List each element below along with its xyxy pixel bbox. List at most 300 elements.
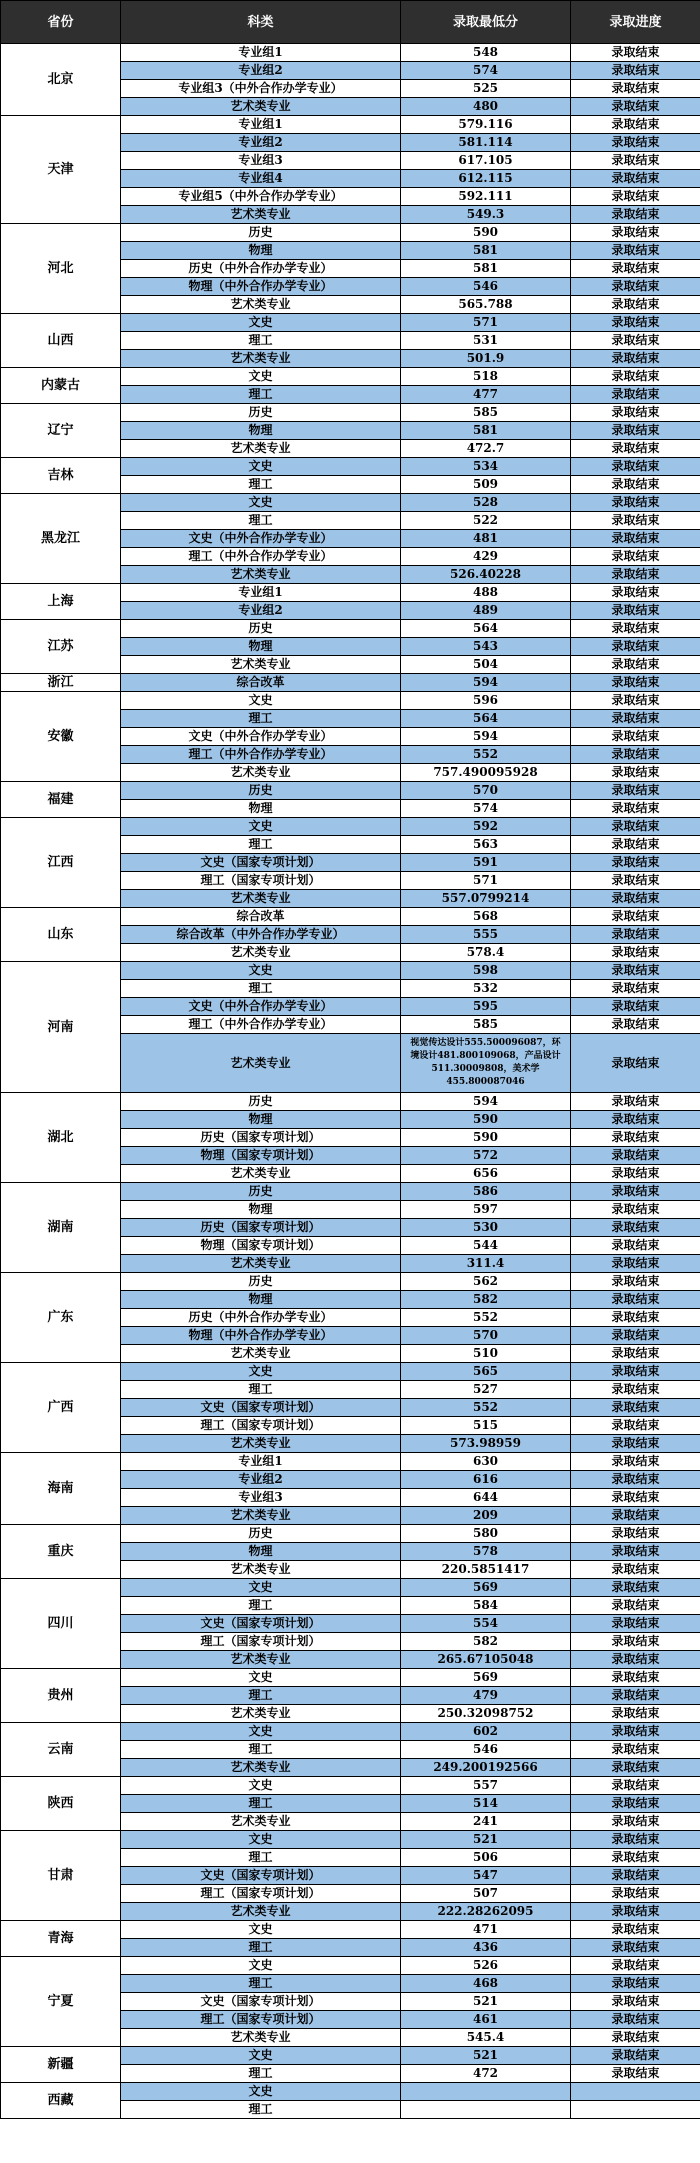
status-cell: 录取结束	[571, 242, 700, 260]
category-cell: 理工	[121, 710, 401, 728]
status-cell: 录取结束	[571, 1651, 700, 1669]
min-score-cell: 597	[401, 1201, 571, 1219]
category-cell: 文史	[121, 1921, 401, 1939]
category-cell: 历史（国家专项计划）	[121, 1129, 401, 1147]
min-score-cell: 545.4	[401, 2029, 571, 2047]
min-score-cell: 563	[401, 836, 571, 854]
category-cell: 历史	[121, 404, 401, 422]
min-score-cell: 555	[401, 926, 571, 944]
category-cell: 理工	[121, 1975, 401, 1993]
min-score-cell: 552	[401, 1399, 571, 1417]
category-cell: 文史	[121, 1777, 401, 1795]
status-cell: 录取结束	[571, 350, 700, 368]
status-cell: 录取结束	[571, 1219, 700, 1237]
table-row	[1, 1525, 700, 1543]
status-cell: 录取结束	[571, 2047, 700, 2065]
min-score-cell: 594	[401, 674, 571, 692]
min-score-cell: 602	[401, 1723, 571, 1741]
min-score-cell: 522	[401, 512, 571, 530]
category-cell: 历史	[121, 224, 401, 242]
min-score-cell: 616	[401, 1471, 571, 1489]
status-cell: 录取结束	[571, 458, 700, 476]
min-score-cell: 571	[401, 872, 571, 890]
category-cell: 艺术类专业	[121, 2029, 401, 2047]
status-cell: 录取结束	[571, 1723, 700, 1741]
min-score-cell: 547	[401, 1867, 571, 1885]
category-cell: 专业组3（中外合作办学专业）	[121, 80, 401, 98]
category-cell: 历史	[121, 1183, 401, 1201]
status-cell: 录取结束	[571, 1201, 700, 1219]
table-row	[1, 1921, 700, 1939]
status-cell: 录取结束	[571, 1633, 700, 1651]
status-cell: 录取结束	[571, 1471, 700, 1489]
status-cell: 录取结束	[571, 1435, 700, 1453]
status-cell: 录取结束	[571, 1867, 700, 1885]
category-cell: 物理	[121, 242, 401, 260]
min-score-cell: 564	[401, 710, 571, 728]
province-cell: 贵州	[1, 1669, 121, 1723]
min-score-cell: 582	[401, 1291, 571, 1309]
category-cell: 理工（中外合作办学专业）	[121, 1016, 401, 1034]
status-cell: 录取结束	[571, 530, 700, 548]
province-cell: 新疆	[1, 2047, 121, 2083]
min-score-cell: 612.115	[401, 170, 571, 188]
table-row	[1, 44, 700, 62]
min-score-cell: 546	[401, 278, 571, 296]
status-cell: 录取结束	[571, 134, 700, 152]
status-cell: 录取结束	[571, 1183, 700, 1201]
table-row	[1, 584, 700, 602]
category-cell: 物理	[121, 1291, 401, 1309]
status-cell: 录取结束	[571, 152, 700, 170]
province-cell: 云南	[1, 1723, 121, 1777]
min-score-cell: 480	[401, 98, 571, 116]
min-score-cell: 514	[401, 1795, 571, 1813]
table-row	[1, 368, 700, 386]
table-row	[1, 782, 700, 800]
category-cell: 文史（中外合作办学专业）	[121, 998, 401, 1016]
table-row	[1, 962, 700, 980]
province-cell: 天津	[1, 116, 121, 224]
status-cell: 录取结束	[571, 1705, 700, 1723]
min-score-cell: 509	[401, 476, 571, 494]
min-score-cell: 222.28262095	[401, 1903, 571, 1921]
category-cell: 理工	[121, 2065, 401, 2083]
status-cell: 录取结束	[571, 188, 700, 206]
min-score-cell: 521	[401, 2047, 571, 2065]
status-cell: 录取结束	[571, 278, 700, 296]
min-score-cell: 472.7	[401, 440, 571, 458]
table-row	[1, 692, 700, 710]
status-cell: 录取结束	[571, 1957, 700, 1975]
category-cell: 理工	[121, 1939, 401, 1957]
status-cell: 录取结束	[571, 206, 700, 224]
min-score-cell: 521	[401, 1831, 571, 1849]
category-cell: 理工	[121, 332, 401, 350]
min-score-cell: 249.200192566	[401, 1759, 571, 1777]
table-row	[1, 314, 700, 332]
status-cell: 录取结束	[571, 296, 700, 314]
status-cell: 录取结束	[571, 1507, 700, 1525]
category-cell: 理工	[121, 1849, 401, 1867]
province-cell: 西藏	[1, 2083, 121, 2119]
category-cell: 专业组1	[121, 1453, 401, 1471]
min-score-cell: 581.114	[401, 134, 571, 152]
status-cell: 录取结束	[571, 584, 700, 602]
status-cell: 录取结束	[571, 638, 700, 656]
min-score-cell: 209	[401, 1507, 571, 1525]
category-cell: 物理	[121, 1201, 401, 1219]
category-cell: 艺术类专业	[121, 206, 401, 224]
min-score-cell: 568	[401, 908, 571, 926]
status-cell: 录取结束	[571, 1417, 700, 1435]
min-score-cell: 565	[401, 1363, 571, 1381]
min-score-cell: 530	[401, 1219, 571, 1237]
category-cell: 理工	[121, 1741, 401, 1759]
min-score-cell: 265.67105048	[401, 1651, 571, 1669]
table-row	[1, 404, 700, 422]
category-cell: 专业组5（中外合作办学专业）	[121, 188, 401, 206]
status-cell: 录取结束	[571, 1147, 700, 1165]
province-cell: 内蒙古	[1, 368, 121, 404]
status-cell: 录取结束	[571, 926, 700, 944]
min-score-cell: 574	[401, 800, 571, 818]
category-cell: 文史	[121, 1957, 401, 1975]
status-cell: 录取结束	[571, 1597, 700, 1615]
province-cell: 广东	[1, 1273, 121, 1363]
status-cell: 录取结束	[571, 2065, 700, 2083]
min-score-cell: 527	[401, 1381, 571, 1399]
table-row	[1, 116, 700, 134]
table-row	[1, 908, 700, 926]
status-cell: 录取结束	[571, 1381, 700, 1399]
province-cell: 山西	[1, 314, 121, 368]
status-cell: 录取结束	[571, 1939, 700, 1957]
table-row	[1, 1669, 700, 1687]
category-cell: 文史（国家专项计划）	[121, 1615, 401, 1633]
status-cell: 录取结束	[571, 1489, 700, 1507]
status-cell: 录取结束	[571, 476, 700, 494]
status-cell: 录取结束	[571, 710, 700, 728]
min-score-cell: 489	[401, 602, 571, 620]
status-cell: 录取结束	[571, 1669, 700, 1687]
status-cell: 录取结束	[571, 1129, 700, 1147]
status-cell: 录取结束	[571, 854, 700, 872]
min-score-cell: 510	[401, 1345, 571, 1363]
min-score-cell: 644	[401, 1489, 571, 1507]
status-cell: 录取结束	[571, 656, 700, 674]
category-cell: 专业组2	[121, 1471, 401, 1489]
category-cell: 文史	[121, 818, 401, 836]
status-cell: 录取结束	[571, 170, 700, 188]
table-row	[1, 1093, 700, 1111]
category-cell: 理工（国家专项计划）	[121, 1633, 401, 1651]
status-cell	[571, 2101, 700, 2119]
province-cell: 湖南	[1, 1183, 121, 1273]
category-cell: 理工	[121, 1795, 401, 1813]
min-score-cell: 572	[401, 1147, 571, 1165]
min-score-cell: 552	[401, 1309, 571, 1327]
table-body	[1, 44, 700, 2119]
status-cell: 录取结束	[571, 1165, 700, 1183]
min-score-cell: 585	[401, 1016, 571, 1034]
status-cell: 录取结束	[571, 872, 700, 890]
category-cell: 历史	[121, 782, 401, 800]
category-cell: 艺术类专业	[121, 1345, 401, 1363]
province-cell: 上海	[1, 584, 121, 620]
province-cell: 河南	[1, 962, 121, 1093]
min-score-cell: 481	[401, 530, 571, 548]
category-cell: 物理	[121, 1543, 401, 1561]
status-cell: 录取结束	[571, 1831, 700, 1849]
header-status: 录取进度	[571, 1, 700, 44]
min-score-cell: 592.111	[401, 188, 571, 206]
min-score-cell: 468	[401, 1975, 571, 1993]
status-cell: 录取结束	[571, 674, 700, 692]
min-score-cell: 592	[401, 818, 571, 836]
min-score-cell: 578	[401, 1543, 571, 1561]
status-cell: 录取结束	[571, 44, 700, 62]
table-row	[1, 1723, 700, 1741]
status-cell: 录取结束	[571, 800, 700, 818]
province-cell: 四川	[1, 1579, 121, 1669]
min-score-cell: 586	[401, 1183, 571, 1201]
status-cell: 录取结束	[571, 1903, 700, 1921]
category-cell: 理工（国家专项计划）	[121, 1885, 401, 1903]
min-score-cell: 591	[401, 854, 571, 872]
category-cell: 艺术类专业	[121, 440, 401, 458]
category-cell: 艺术类专业	[121, 1507, 401, 1525]
category-cell: 文史（中外合作办学专业）	[121, 530, 401, 548]
category-cell: 理工（中外合作办学专业）	[121, 548, 401, 566]
category-cell: 艺术类专业	[121, 1165, 401, 1183]
category-cell: 艺术类专业	[121, 350, 401, 368]
category-cell: 艺术类专业	[121, 1435, 401, 1453]
min-score-cell: 581	[401, 422, 571, 440]
status-cell: 录取结束	[571, 116, 700, 134]
status-cell: 录取结束	[571, 1615, 700, 1633]
min-score-cell: 546	[401, 1741, 571, 1759]
category-cell: 专业组2	[121, 62, 401, 80]
min-score-cell: 526	[401, 1957, 571, 1975]
category-cell: 艺术类专业	[121, 944, 401, 962]
table-row	[1, 2083, 700, 2101]
category-cell: 历史（中外合作办学专业）	[121, 1309, 401, 1327]
status-cell: 录取结束	[571, 260, 700, 278]
category-cell: 专业组1	[121, 44, 401, 62]
table-row	[1, 1183, 700, 1201]
category-cell: 文史	[121, 1579, 401, 1597]
status-cell: 录取结束	[571, 332, 700, 350]
status-cell: 录取结束	[571, 692, 700, 710]
category-cell: 文史（国家专项计划）	[121, 1399, 401, 1417]
status-cell: 录取结束	[571, 1327, 700, 1345]
min-score-cell: 311.4	[401, 1255, 571, 1273]
category-cell: 理工（国家专项计划）	[121, 1417, 401, 1435]
min-score-cell: 488	[401, 584, 571, 602]
min-score-cell: 585	[401, 404, 571, 422]
category-cell: 历史（中外合作办学专业）	[121, 260, 401, 278]
category-cell: 文史	[121, 1831, 401, 1849]
status-cell: 录取结束	[571, 1273, 700, 1291]
category-cell: 艺术类专业	[121, 656, 401, 674]
province-cell: 海南	[1, 1453, 121, 1525]
min-score-cell: 515	[401, 1417, 571, 1435]
min-score-cell: 582	[401, 1633, 571, 1651]
category-cell: 艺术类专业	[121, 1705, 401, 1723]
category-cell: 文史	[121, 1669, 401, 1687]
min-score-cell: 220.5851417	[401, 1561, 571, 1579]
category-cell: 理工	[121, 2101, 401, 2119]
min-score-cell: 506	[401, 1849, 571, 1867]
category-cell: 专业组4	[121, 170, 401, 188]
status-cell: 录取结束	[571, 512, 700, 530]
min-score-cell: 518	[401, 368, 571, 386]
min-score-cell: 507	[401, 1885, 571, 1903]
status-cell: 录取结束	[571, 1741, 700, 1759]
category-cell: 艺术类专业	[121, 296, 401, 314]
status-cell: 录取结束	[571, 890, 700, 908]
min-score-cell: 526.40228	[401, 566, 571, 584]
category-cell: 综合改革（中外合作办学专业）	[121, 926, 401, 944]
table-row	[1, 1453, 700, 1471]
category-cell: 专业组1	[121, 584, 401, 602]
status-cell: 录取结束	[571, 1237, 700, 1255]
status-cell: 录取结束	[571, 368, 700, 386]
category-cell: 艺术类专业	[121, 890, 401, 908]
status-cell: 录取结束	[571, 1291, 700, 1309]
status-cell: 录取结束	[571, 620, 700, 638]
min-score-cell: 429	[401, 548, 571, 566]
table-row	[1, 494, 700, 512]
status-cell: 录取结束	[571, 548, 700, 566]
status-cell: 录取结束	[571, 764, 700, 782]
table-row	[1, 818, 700, 836]
category-cell: 文史（中外合作办学专业）	[121, 728, 401, 746]
status-cell: 录取结束	[571, 1777, 700, 1795]
status-cell: 录取结束	[571, 98, 700, 116]
min-score-cell: 视觉传达设计555.500096087，环境设计481.800109068，产品设计511.30009808，美术学455.800087046	[401, 1034, 571, 1093]
min-score-cell: 532	[401, 980, 571, 998]
category-cell: 艺术类专业	[121, 1903, 401, 1921]
status-cell: 录取结束	[571, 1093, 700, 1111]
status-cell: 录取结束	[571, 1759, 700, 1777]
status-cell: 录取结束	[571, 314, 700, 332]
min-score-cell	[401, 2083, 571, 2101]
min-score-cell: 557	[401, 1777, 571, 1795]
province-cell: 山东	[1, 908, 121, 962]
header-row	[1, 1, 700, 44]
min-score-cell: 501.9	[401, 350, 571, 368]
province-cell: 湖北	[1, 1093, 121, 1183]
category-cell: 物理	[121, 1111, 401, 1129]
status-cell: 录取结束	[571, 782, 700, 800]
status-cell: 录取结束	[571, 566, 700, 584]
category-cell: 历史	[121, 1273, 401, 1291]
min-score-cell: 461	[401, 2011, 571, 2029]
header-min-score: 录取最低分	[401, 1, 571, 44]
min-score-cell: 656	[401, 1165, 571, 1183]
category-cell: 理工	[121, 386, 401, 404]
table-row	[1, 1957, 700, 1975]
category-cell: 理工	[121, 836, 401, 854]
min-score-cell: 598	[401, 962, 571, 980]
province-cell: 宁夏	[1, 1957, 121, 2047]
category-cell: 文史	[121, 494, 401, 512]
min-score-cell: 564	[401, 620, 571, 638]
province-cell: 辽宁	[1, 404, 121, 458]
category-cell: 文史（国家专项计划）	[121, 854, 401, 872]
status-cell: 录取结束	[571, 746, 700, 764]
status-cell: 录取结束	[571, 908, 700, 926]
category-cell: 专业组3	[121, 152, 401, 170]
category-cell: 文史	[121, 368, 401, 386]
category-cell: 文史（国家专项计划）	[121, 1867, 401, 1885]
min-score-cell: 617.105	[401, 152, 571, 170]
min-score-cell: 543	[401, 638, 571, 656]
category-cell: 物理	[121, 800, 401, 818]
category-cell: 理工（国家专项计划）	[121, 2011, 401, 2029]
min-score-cell: 581	[401, 260, 571, 278]
status-cell: 录取结束	[571, 944, 700, 962]
min-score-cell: 436	[401, 1939, 571, 1957]
status-cell: 录取结束	[571, 1363, 700, 1381]
min-score-cell: 579.116	[401, 116, 571, 134]
status-cell: 录取结束	[571, 1034, 700, 1093]
status-cell: 录取结束	[571, 1453, 700, 1471]
province-cell: 重庆	[1, 1525, 121, 1579]
min-score-cell: 544	[401, 1237, 571, 1255]
min-score-cell: 584	[401, 1597, 571, 1615]
category-cell: 理工（国家专项计划）	[121, 872, 401, 890]
status-cell: 录取结束	[571, 1579, 700, 1597]
category-cell: 历史	[121, 620, 401, 638]
status-cell: 录取结束	[571, 602, 700, 620]
status-cell: 录取结束	[571, 1687, 700, 1705]
min-score-cell: 552	[401, 746, 571, 764]
category-cell: 专业组2	[121, 602, 401, 620]
province-cell: 北京	[1, 44, 121, 116]
min-score-cell: 241	[401, 1813, 571, 1831]
status-cell: 录取结束	[571, 224, 700, 242]
min-score-cell	[401, 2101, 571, 2119]
status-cell: 录取结束	[571, 62, 700, 80]
category-cell: 物理	[121, 422, 401, 440]
table-row	[1, 458, 700, 476]
status-cell	[571, 2083, 700, 2101]
status-cell: 录取结束	[571, 2029, 700, 2047]
min-score-cell: 569	[401, 1669, 571, 1687]
status-cell: 录取结束	[571, 386, 700, 404]
province-cell: 江西	[1, 818, 121, 908]
province-cell: 江苏	[1, 620, 121, 674]
min-score-cell: 757.490095928	[401, 764, 571, 782]
category-cell: 物理（中外合作办学专业）	[121, 1327, 401, 1345]
status-cell: 录取结束	[571, 1016, 700, 1034]
status-cell: 录取结束	[571, 440, 700, 458]
category-cell: 理工	[121, 1381, 401, 1399]
category-cell: 理工	[121, 1687, 401, 1705]
category-cell: 艺术类专业	[121, 1651, 401, 1669]
table-row	[1, 2047, 700, 2065]
min-score-cell: 596	[401, 692, 571, 710]
category-cell: 专业组3	[121, 1489, 401, 1507]
status-cell: 录取结束	[571, 1561, 700, 1579]
status-cell: 录取结束	[571, 962, 700, 980]
min-score-cell: 479	[401, 1687, 571, 1705]
min-score-cell: 549.3	[401, 206, 571, 224]
category-cell: 理工	[121, 1597, 401, 1615]
